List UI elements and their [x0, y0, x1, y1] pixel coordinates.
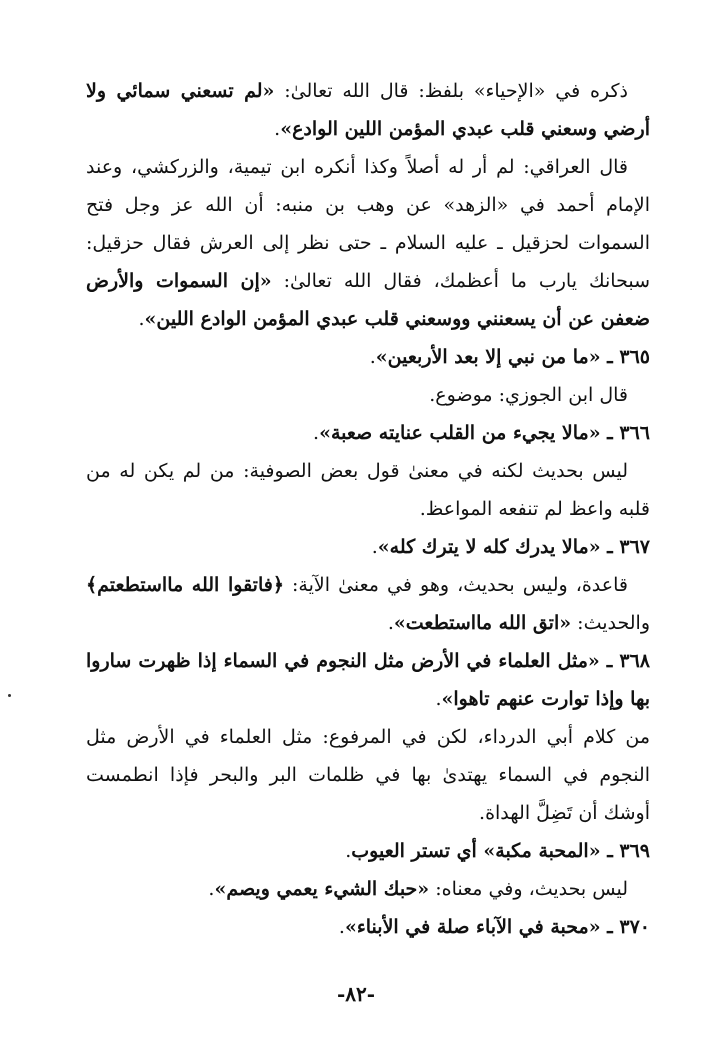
body-text: والحديث:: [571, 612, 650, 634]
paragraph: [86, 832, 650, 870]
bold-text: «إن السموات والأرض ضعفن عن أن يسعنني ووسعني قلب عبدي المؤمن الوادع اللين»: [86, 270, 650, 330]
bold-text: «لم تسعني سمائي ولا أرضي وسعني قلب عبدي المؤمن اللين الوادع»: [86, 80, 650, 140]
paragraph: [86, 908, 650, 946]
body-text: .: [371, 536, 378, 558]
body-text: قاعدة، وليس بحديث، وهو في معنىٰ الآية:: [283, 574, 628, 596]
body-text: .: [138, 308, 145, 330]
paragraph: [86, 376, 650, 414]
body-text: ذكره في «الإحياء» بلفظ: قال الله تعالىٰ:: [274, 80, 628, 102]
body-text: .: [313, 422, 320, 444]
bold-text: ٣٦٨ ـ «مثل العلماء في الأرض مثل النجوم في السماء إذا ظهرت ساروا بها وإذا توارت عنهم تاهوا»: [86, 650, 650, 710]
body-text: .: [369, 346, 376, 368]
body-text: ليس بحديث، وفي معناه:: [429, 878, 628, 900]
paragraph: [86, 148, 650, 338]
paragraph: [86, 642, 650, 718]
paragraph: [86, 72, 650, 148]
paragraph: [86, 338, 650, 376]
body-text: من كلام أبي الدرداء، لكن في المرفوع: مثل العلماء في الأرض مثل النجوم في السماء يهتدىٰ بها في ظلمات البر والبحر فإذا انطمست أوشك أن تَضِلَّ الهداة.: [86, 726, 650, 824]
paragraph: [86, 414, 650, 452]
paragraph: [86, 870, 650, 908]
body-text: .: [274, 118, 281, 140]
page-number: -٨٢-: [336, 982, 376, 1006]
bold-text: ٣٦٥ ـ «ما من نبي إلا بعد الأربعين»: [375, 346, 650, 368]
bold-text: ٣٧٠ ـ «محبة في الآباء صلة في الأبناء»: [344, 916, 650, 938]
bold-text: ٣٦٩ ـ «المحبة مكبة» أي تستر العيوب: [351, 840, 650, 862]
body-text: ليس بحديث لكنه في معنىٰ قول بعض الصوفية: من لم يكن له من قلبه واعظ لم تنفعه المواعظ.: [86, 460, 650, 520]
paragraph: [86, 718, 650, 832]
body-text: قال العراقي: لم أر له أصلاً وكذا أنكره ابن تيمية، والزركشي، وعند الإمام أحمد في «الزهد» عن وهب بن منبه: أن الله عز وجل فتح السموات لحزقيل ـ عليه السلام ـ حتى نظر إلى العرش فقال حزقيل: سبحانك يارب ما أعظمك، فقال الله تعالىٰ:: [86, 156, 650, 292]
body-text: قال ابن الجوزي: موضوع.: [429, 384, 628, 406]
bold-text: ٣٦٧ ـ «مالا يدرك كله لا يترك كله»: [377, 536, 650, 558]
paragraph: [86, 452, 650, 528]
body-text: .: [345, 840, 352, 862]
body-text: .: [387, 612, 394, 634]
body-text: .: [435, 688, 442, 710]
bold-text: ﴿فاتقوا الله مااستطعتم﴾: [86, 574, 284, 596]
bold-text: «اتق الله مااستطعت»: [393, 612, 572, 634]
body-text: .: [208, 878, 215, 900]
body-text: .: [338, 916, 345, 938]
paragraph: [86, 528, 650, 566]
margin-mark: [8, 694, 11, 697]
bold-text: ٣٦٦ ـ «مالا يجيء من القلب عنايته صعبة»: [319, 422, 650, 444]
page-body: [86, 72, 650, 946]
paragraph: [86, 566, 650, 642]
bold-text: «حبك الشيء يعمي ويصم»: [214, 878, 430, 900]
